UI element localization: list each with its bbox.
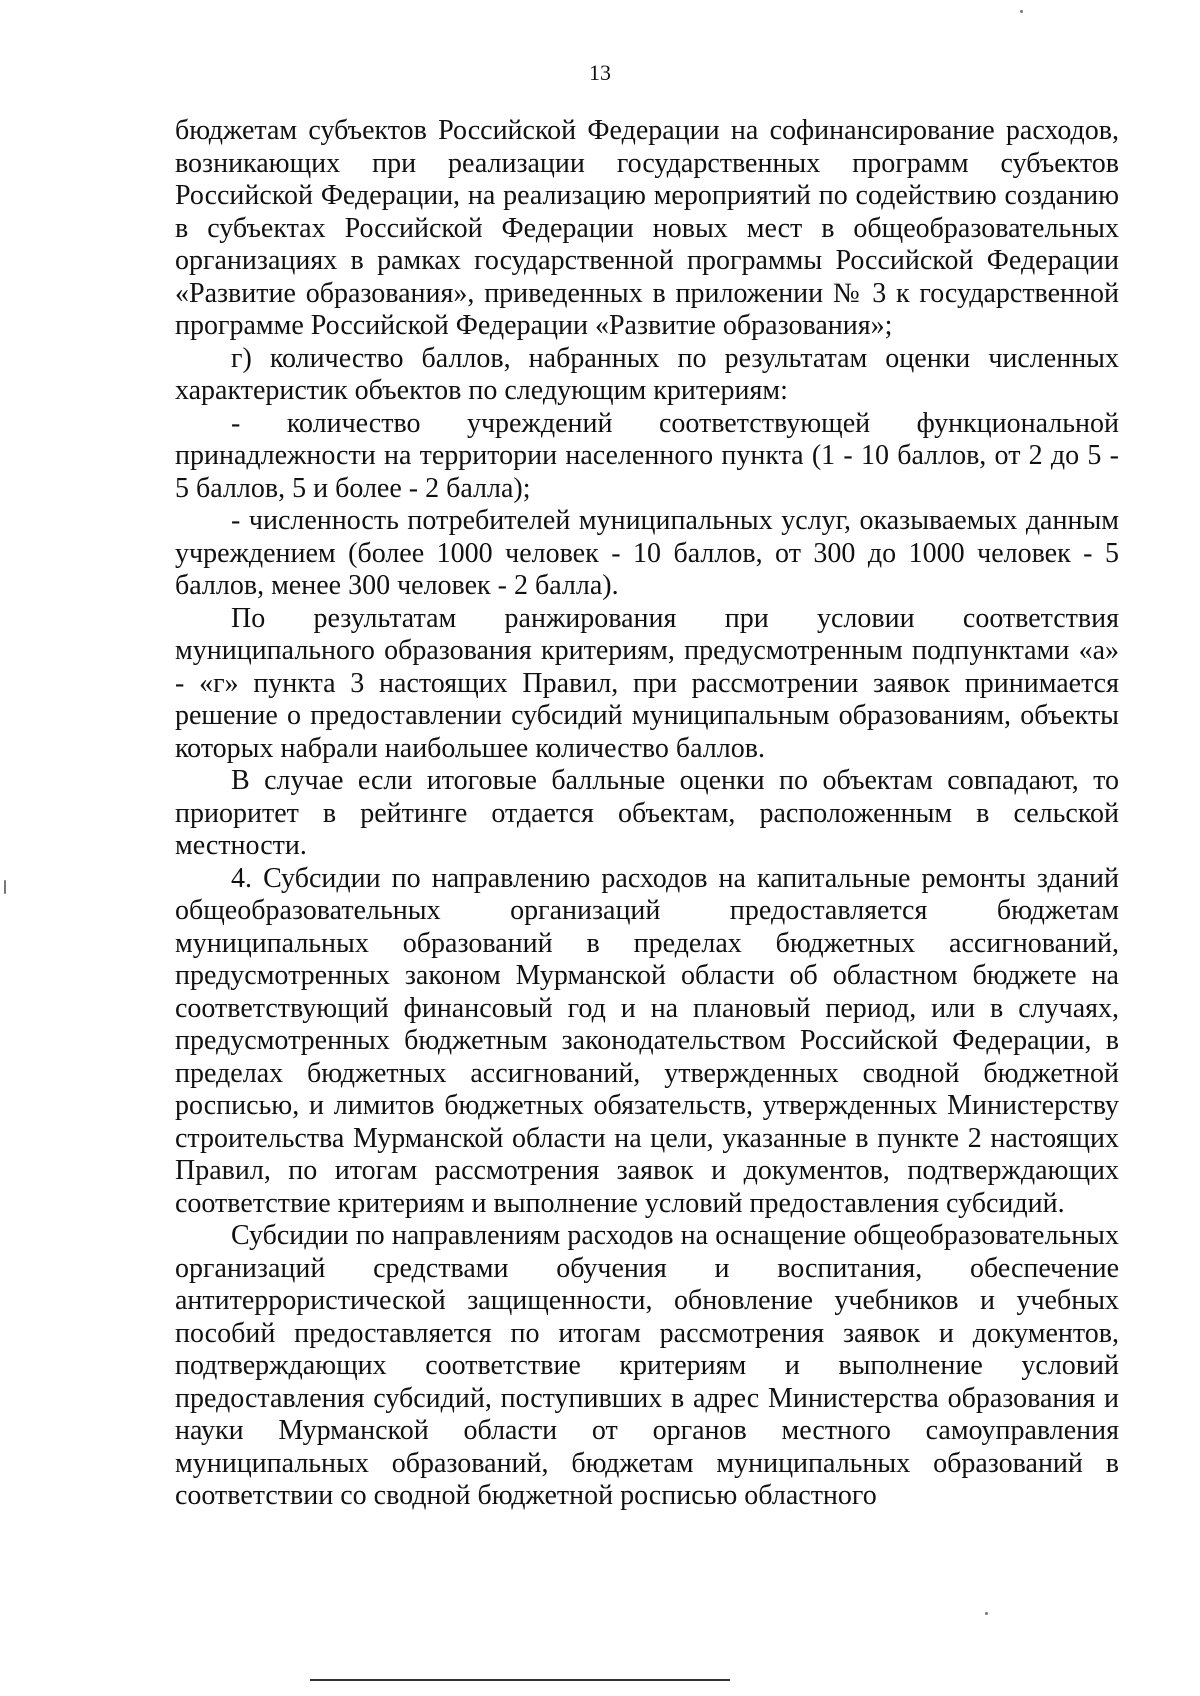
page-number: 13 (589, 60, 611, 85)
criteria-item: - количество учреждений соответствующей функциональной принадлежности на территории населенного пункта (1 - 10 баллов, от 2 до 5 - 5 баллов, 5 и более - 2 балла); (175, 407, 1119, 504)
scan-speck (1020, 10, 1023, 13)
document-body (175, 115, 1119, 1513)
scan-speck (985, 1612, 988, 1615)
paragraph: В случае если итоговые балльные оценки по объектам совпадают, то приоритет в рейтинге отдается объектам, расположенным в сельской местности. (175, 765, 1119, 861)
paragraph: бюджетам субъектов Российской Федерации на софинансирование расходов, возникающих при реализации государственных программ субъектов Российской Федерации, на реализацию мероприятий по содействию созданию в субъектах Российской Федерации новых мест в общеобразовательных организациях в рамках государственной программы Российской Федерации «Развитие образования», приведенных в приложении № 3 к государственной программе Российской Федерации «Развитие образования»; (175, 115, 1119, 341)
paragraph: г) количество баллов, набранных по результатам оценки численных характеристик объектов по следующим критериям: (175, 342, 1119, 406)
criteria-item: - численность потребителей муниципальных услуг, оказываемых данным учреждением (более 1000 человек - 10 баллов, от 300 до 1000 человек - 5 баллов, менее 300 человек - 2 балла). (175, 505, 1119, 601)
scan-edge-line (310, 1679, 730, 1681)
paragraph: Субсидии по направлениям расходов на оснащение общеобразовательных организаций средствами обучения и воспитания, обеспечение антитеррористической защищенности, обновление учебников и учебных пособий предоставляется по итогам рассмотрения заявок и документов, подтверждающих соответствие критериям и выполнение условий предоставления субсидий, поступивших в адрес Министерства образования и науки Мурманской области от органов местного самоуправления муниципальных образований, бюджетам муниципальных образований в соответствии со сводной бюджетной росписью областного (175, 1220, 1119, 1511)
paragraph: По результатам ранжирования при условии соответствия муниципального образования критериям, предусмотренным подпунктами «а» - «г» пункта 3 настоящих Правил, при рассмотрении заявок принимается решение о предоставлении субсидий муниципальным образованиям, объекты которых набрали наибольшее количество баллов. (175, 602, 1119, 764)
scan-speck (4, 880, 6, 894)
paragraph: 4. Субсидии по направлению расходов на капитальные ремонты зданий общеобразовательных организаций предоставляется бюджетам муниципальных образований в пределах бюджетных ассигнований, предусмотренных законом Мурманской области об областном бюджете на соответствующий финансовый год и на плановый период, или в случаях, предусмотренных бюджетным законодательством Российской Федерации, в пределах бюджетных ассигнований, утвержденных сводной бюджетной росписью, и лимитов бюджетных обязательств, утвержденных Министерству строительства Мурманской области на цели, указанные в пункте 2 настоящих Правил, по итогам рассмотрения заявок и документов, подтверждающих соответствие критериям и выполнение условий предоставления субсидий. (175, 862, 1119, 1219)
